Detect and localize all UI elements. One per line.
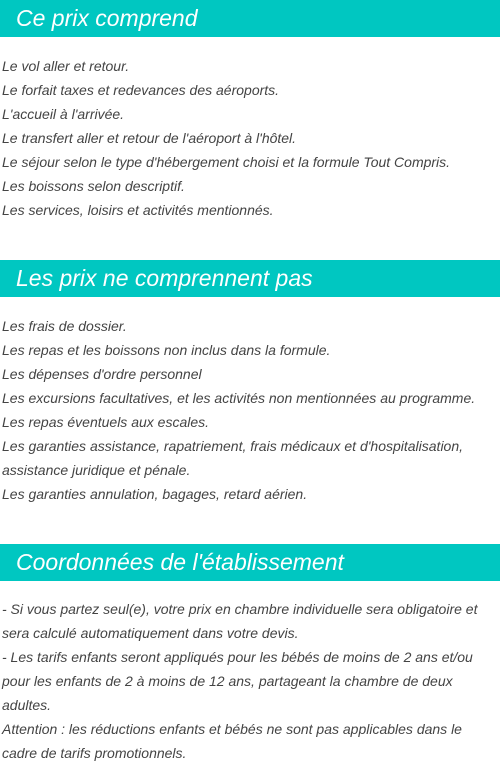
list-item: Les frais de dossier. — [2, 318, 127, 334]
list-item: Le transfert aller et retour de l'aéroport à l'hôtel. — [2, 130, 297, 146]
list-item: Les services, loisirs et activités mentionnés. — [2, 202, 274, 218]
list-item: - Si vous partez seul(e), votre prix en chambre individuelle sera obligatoire et sera calculé automatiquement dans votre devis. — [2, 601, 478, 641]
list-item: Les boissons selon descriptif. — [2, 178, 185, 194]
list-item: Les garanties assistance, rapatriement, frais médicaux et d'hospitalisation, assistance juridique et pénale. — [2, 438, 464, 478]
list-item: Le forfait taxes et redevances des aéroports. — [2, 82, 280, 98]
list-item: Les dépenses d'ordre personnel — [2, 366, 202, 382]
list-item: Les garanties annulation, bagages, retard aérien. — [2, 486, 308, 502]
list-item: Les repas éventuels aux escales. — [2, 414, 210, 430]
list-item: Attention : les réductions enfants et bébés ne sont pas applicables dans le cadre de tarifs promotionnels. — [2, 721, 462, 761]
section-title-included: Ce prix comprend — [0, 0, 500, 37]
list-item: Le vol aller et retour. — [2, 58, 130, 74]
section-title-establishment: Coordonnées de l'établissement — [0, 544, 500, 581]
list-item: L'accueil à l'arrivée. — [2, 106, 125, 122]
establishment-notes — [0, 581, 500, 765]
list-item: - Les tarifs enfants seront appliqués pour les bébés de moins de 2 ans et/ou pour les enfants de 2 à moins de 12 ans, partageant la chambre de deux adultes. — [2, 649, 473, 713]
included-list — [0, 37, 500, 222]
section-title-not-included: Les prix ne comprennent pas — [0, 260, 500, 297]
not-included-list — [0, 297, 500, 506]
list-item: Les excursions facultatives, et les activités non mentionnées au programme. — [2, 390, 476, 406]
list-item: Les repas et les boissons non inclus dans la formule. — [2, 342, 331, 358]
list-item: Le séjour selon le type d'hébergement choisi et la formule Tout Compris. — [2, 154, 451, 170]
